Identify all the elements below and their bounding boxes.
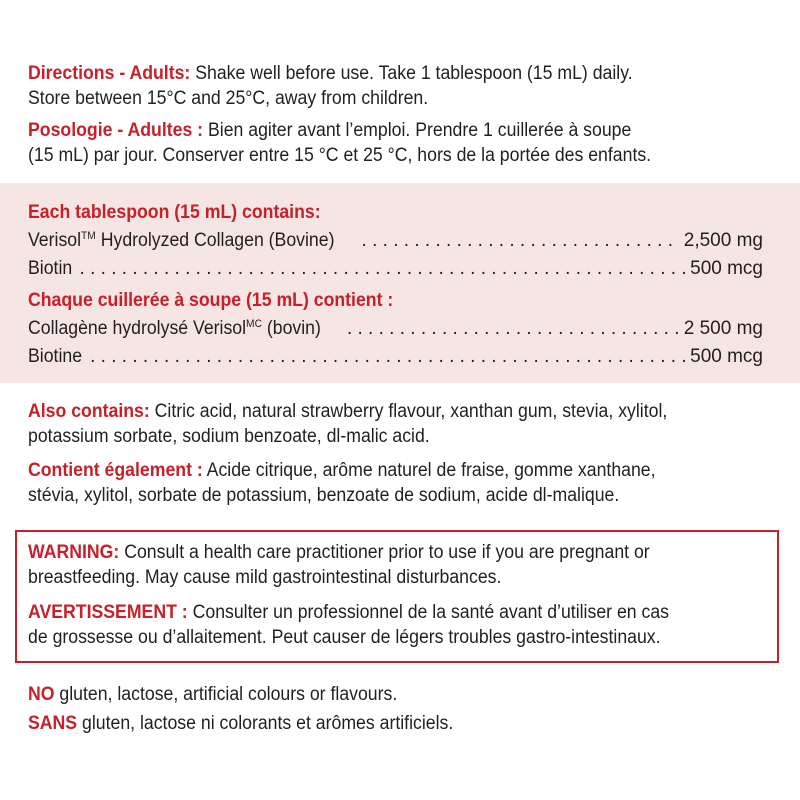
ingredient-name: Biotine (28, 346, 83, 367)
leader-dots (347, 316, 680, 341)
directions-en-label: Directions - Adults: (28, 63, 191, 84)
warning-en-line1: Consult a health care practitioner prior to use if you are pregnant or (119, 542, 650, 563)
nutrition-en-heading: Each tablespoon (15 mL) contains: (28, 202, 321, 223)
ingredient-amount: 500 mcg (690, 258, 763, 279)
ingredient-amount: 500 mcg (690, 346, 763, 367)
directions-en (28, 61, 724, 111)
ingredient-amount: 2,500 mg (683, 230, 763, 251)
ingredient-row-biotin-en (28, 256, 763, 281)
ingredient-row-collagen-fr (28, 316, 763, 341)
ingredient-amount: 2 500 mg (683, 318, 763, 339)
ingredient-name: Collagène hydrolysé Verisol$^{MC}$ (bovin) (28, 318, 321, 339)
warning-en (28, 540, 724, 590)
free-from-en-label: NO (28, 684, 55, 705)
leader-dots (90, 344, 686, 369)
directions-en-line1: Shake well before use. Take 1 tablespoon (15 mL) daily. (190, 63, 633, 84)
warning-en-line2: breastfeeding. May cause mild gastrointestinal disturbances. (28, 567, 502, 588)
ingredient-name: Verisol™ Hydrolyzed Collagen (Bovine) (28, 230, 335, 251)
warning-fr-line1: Consulter un professionnel de la santé avant d’utiliser en cas (187, 602, 670, 623)
also-contains-en-line2: potassium sorbate, sodium benzoate, dl-malic acid. (28, 426, 430, 447)
free-from-fr-text: gluten, lactose ni colorants et arômes artificiels. (77, 713, 454, 734)
ingredient-name: Biotin (28, 258, 73, 279)
ingredient-row-collagen-en (28, 228, 763, 253)
leader-dots (362, 228, 680, 253)
warning-en-label: WARNING: (28, 542, 120, 563)
also-contains-fr-label: Contient également : (28, 460, 203, 481)
nutrition-fr-heading: Chaque cuillerée à soupe (15 mL) contient : (28, 290, 394, 311)
ingredient-row-biotin-fr (28, 344, 763, 369)
free-from-en (28, 682, 724, 707)
also-contains-en-label: Also contains: (28, 401, 150, 422)
directions-fr (28, 118, 724, 168)
free-from-fr (28, 711, 724, 736)
free-from-en-text: gluten, lactose, artificial colours or flavours. (54, 684, 398, 705)
warning-fr (28, 600, 724, 650)
directions-en-line2: Store between 15°C and 25°C, away from children. (28, 88, 429, 109)
directions-fr-label: Posologie - Adultes : (28, 120, 204, 141)
also-contains-fr (28, 458, 724, 508)
directions-fr-line2: (15 mL) par jour. Conserver entre 15 °C et 25 °C, hors de la portée des enfants. (28, 145, 652, 166)
also-contains-en (28, 399, 724, 449)
also-contains-fr-line1: Acide citrique, arôme naturel de fraise, gomme xanthane, (202, 460, 656, 481)
leader-dots (80, 256, 687, 281)
also-contains-fr-line2: stévia, xylitol, sorbate de potassium, benzoate de sodium, acide dl-malique. (28, 485, 620, 506)
warning-fr-label: AVERTISSEMENT : (28, 602, 188, 623)
warning-fr-line2: de grossesse ou d’allaitement. Peut causer de légers troubles gastro-intestinaux. (28, 627, 661, 648)
also-contains-en-line1: Citric acid, natural strawberry flavour, xanthan gum, stevia, xylitol, (149, 401, 668, 422)
free-from-fr-label: SANS (28, 713, 78, 734)
directions-fr-line1: Bien agiter avant l’emploi. Prendre 1 cuillerée à soupe (203, 120, 632, 141)
